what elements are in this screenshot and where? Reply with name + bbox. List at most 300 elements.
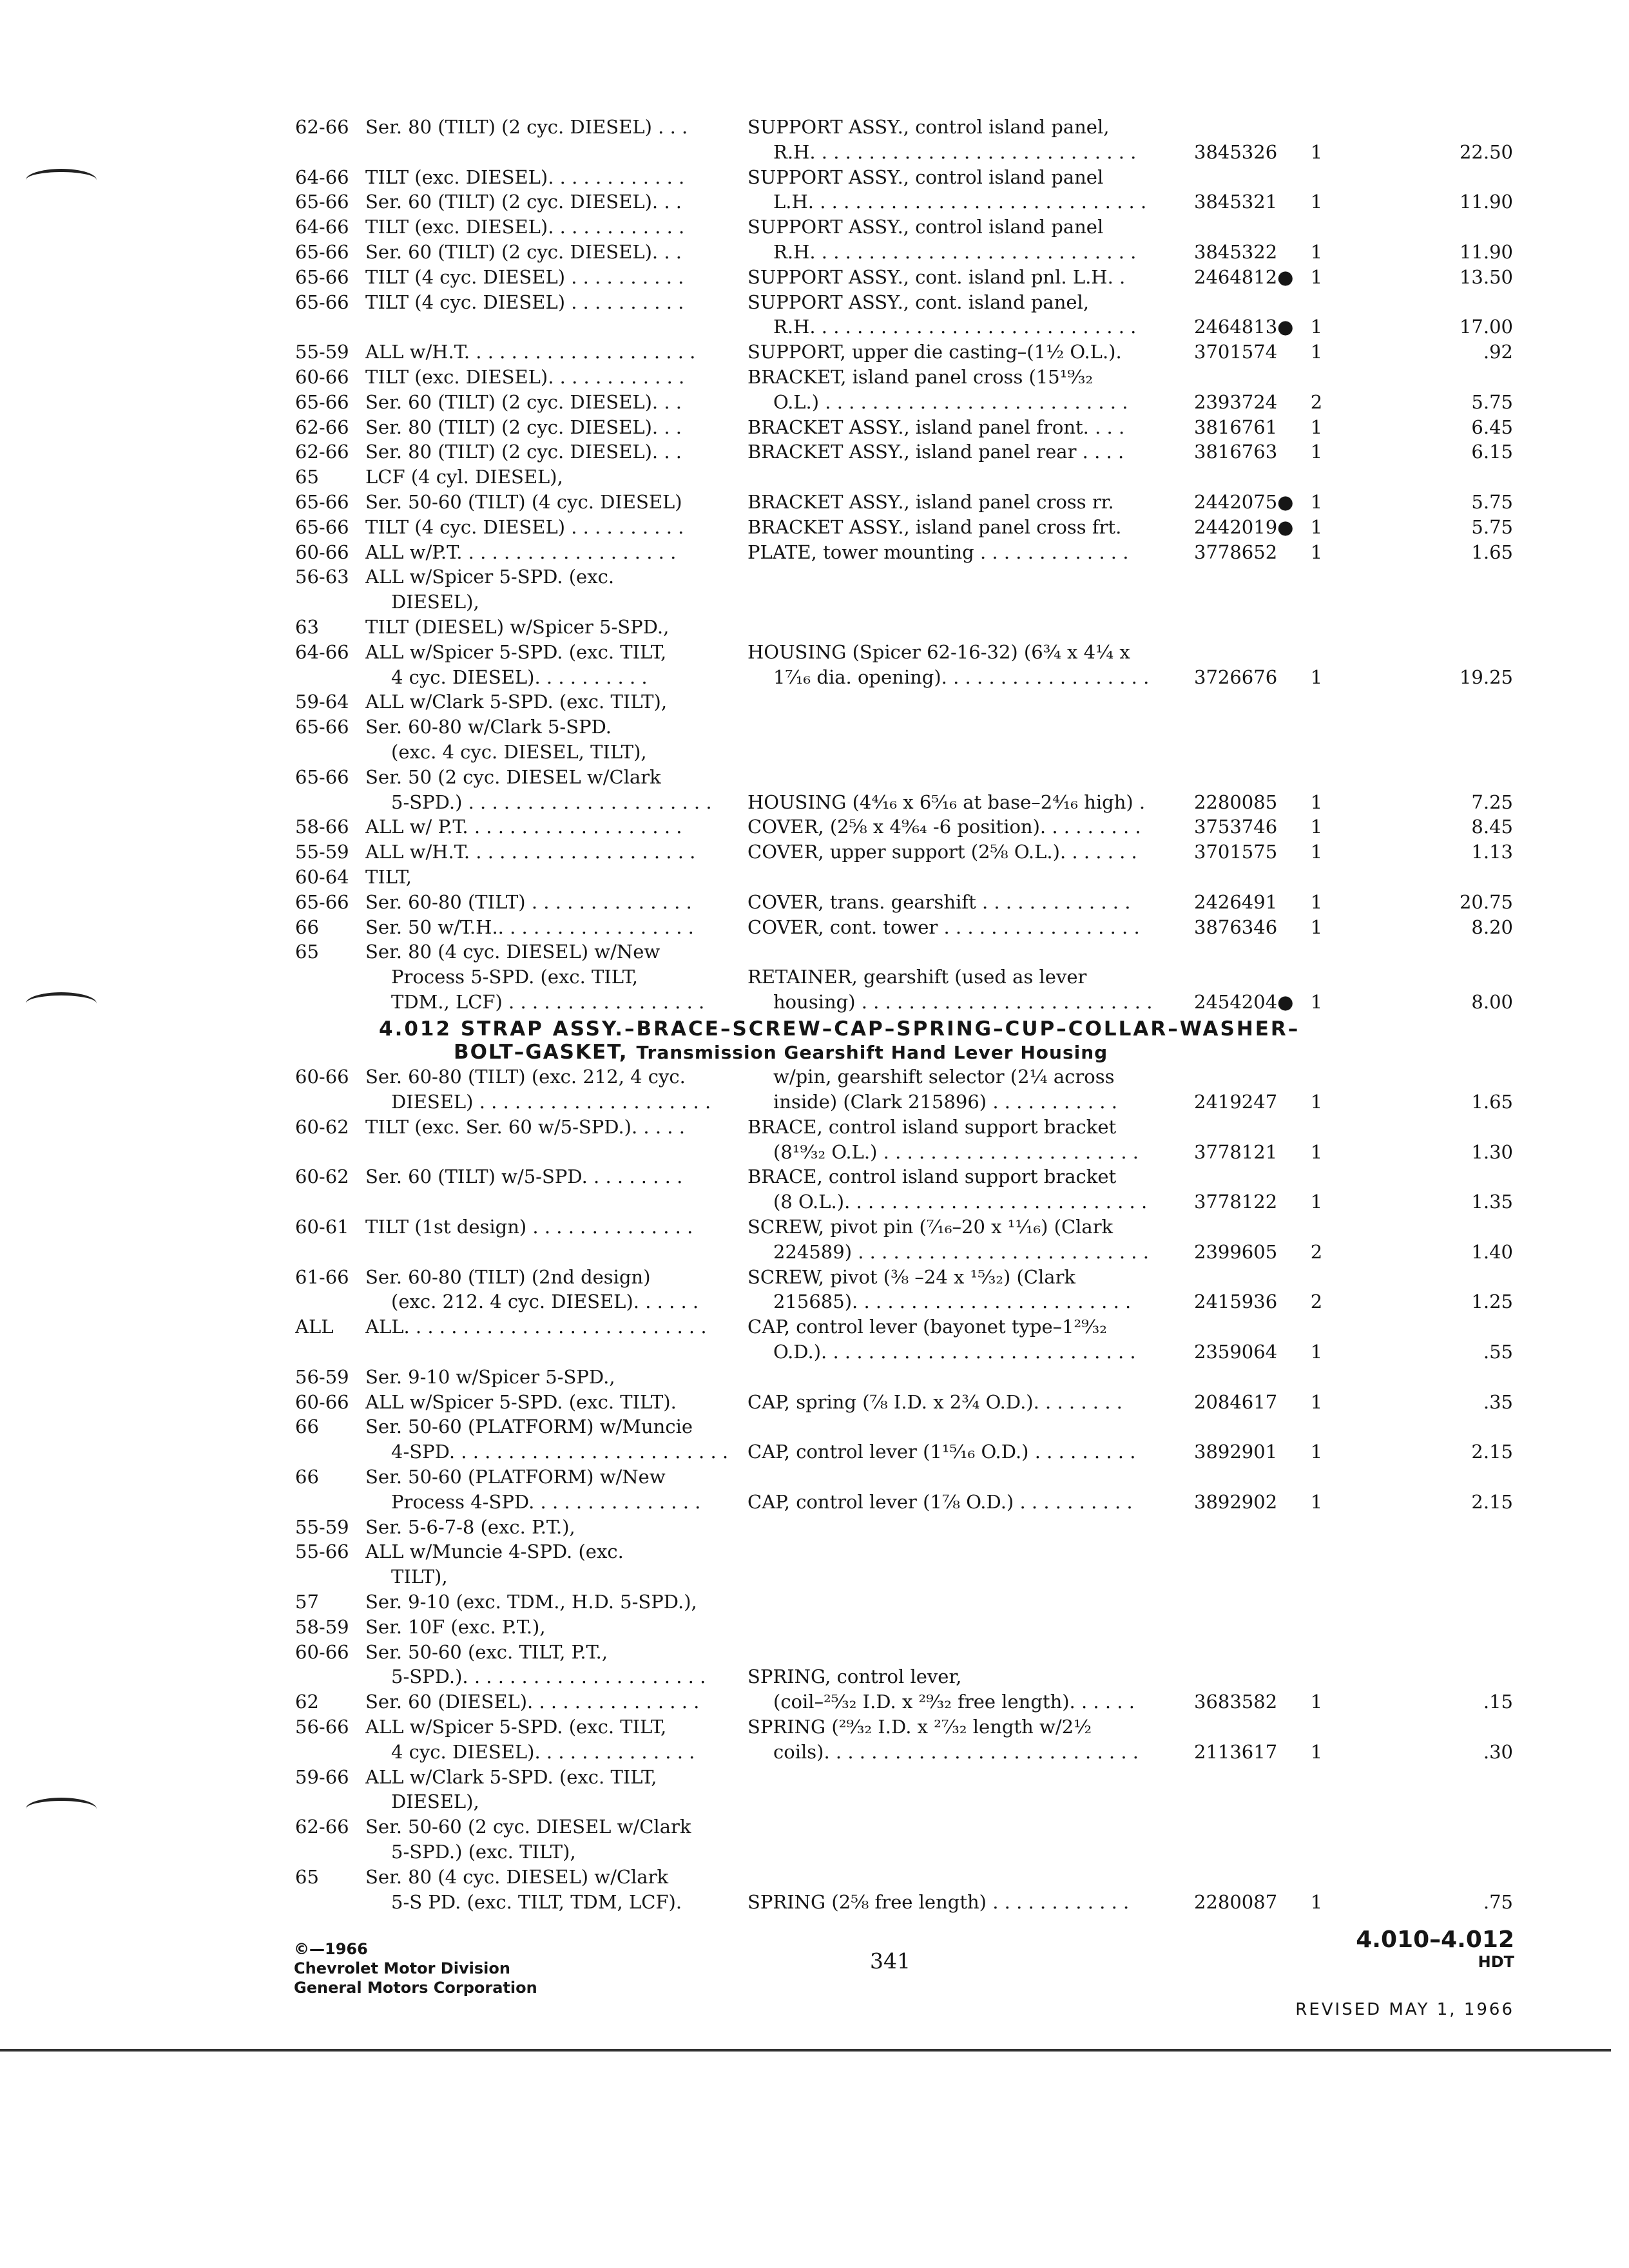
quantity: 1 <box>1310 265 1323 288</box>
parts-row <box>295 1164 1519 1189</box>
application: 4 cyc. DIESEL). . . . . . . . . . . . . . <box>391 1740 695 1763</box>
application: Ser. 50-60 (exc. TILT, P.T., <box>365 1640 608 1663</box>
parts-row <box>295 990 1519 1015</box>
quantity: 1 <box>1310 1691 1323 1713</box>
quantity: 1 <box>1310 666 1323 688</box>
part-number: 2280087 <box>1194 1890 1278 1913</box>
part-number: 3701574 <box>1194 341 1278 363</box>
parts-row <box>295 165 1519 190</box>
parts-row <box>295 1414 1519 1439</box>
part-description: BRACKET ASSY., island panel rear . . . . <box>747 441 1124 463</box>
price: 6.15 <box>1471 441 1513 463</box>
application: TILT (DIESEL) w/Spicer 5-SPD., <box>365 615 670 638</box>
year-range: 55-66 <box>295 1541 349 1563</box>
application: Process 5-SPD. (exc. TILT, <box>391 966 639 988</box>
year-range: 64-66 <box>295 640 349 663</box>
parts-row <box>295 1664 1519 1689</box>
parts-row <box>295 1539 1519 1564</box>
year-range: 63 <box>295 615 319 638</box>
part-description: SPRING, control lever, <box>747 1666 962 1688</box>
application: (exc. 212. 4 cyc. DIESEL). . . . . . <box>391 1291 699 1313</box>
part-description: CAP, control lever (1¹⁵⁄₁₆ O.D.) . . . . . . . . . <box>747 1441 1136 1463</box>
part-description: CAP, spring (⅞ I.D. x 2¾ O.D.). . . . . . . . <box>747 1390 1123 1413</box>
application: 5-SPD.). . . . . . . . . . . . . . . . . . . . . <box>391 1666 706 1688</box>
price: 1.65 <box>1471 541 1513 563</box>
part-number: 2393724 <box>1194 390 1278 413</box>
application: Process 4-SPD. . . . . . . . . . . . . . . <box>391 1490 701 1513</box>
parts-row <box>295 1715 1519 1740</box>
parts-row <box>295 1314 1519 1340</box>
quantity: 1 <box>1310 240 1323 263</box>
application: Ser. 80 (TILT) (2 cyc. DIESEL) . . . <box>365 116 688 138</box>
year-range: 65-66 <box>295 890 349 913</box>
parts-row <box>295 1615 1519 1640</box>
parts-row <box>295 290 1519 315</box>
parts-row <box>295 365 1519 390</box>
application: TILT (exc. DIESEL). . . . . . . . . . . . <box>365 365 685 388</box>
quantity: 2 <box>1310 390 1323 413</box>
parts-row <box>295 1215 1519 1240</box>
part-description: BRACE, control island support bracket <box>747 1115 1117 1138</box>
part-description: L.H. . . . . . . . . . . . . . . . . . . . . . . . . . . . . <box>773 191 1147 213</box>
part-description: HOUSING (4⁴⁄₁₆ x 6⁵⁄₁₆ at base–2⁴⁄₁₆ high) . <box>747 791 1146 813</box>
year-range: 65-66 <box>295 490 349 513</box>
year-range: 60-61 <box>295 1216 349 1238</box>
part-description: COVER, trans. gearshift . . . . . . . . . . . . . <box>747 890 1131 913</box>
price: 2.15 <box>1471 1441 1513 1463</box>
part-description: RETAINER, gearshift (used as lever <box>747 966 1087 988</box>
parts-row <box>295 1689 1519 1715</box>
part-number: 3892902 <box>1194 1490 1278 1513</box>
application: Ser. 50-60 (TILT) (4 cyc. DIESEL) <box>365 490 682 513</box>
parts-row <box>295 1189 1519 1215</box>
price: 1.13 <box>1471 841 1513 863</box>
quantity: 1 <box>1310 1191 1323 1213</box>
parts-row <box>295 1140 1519 1165</box>
application: Ser. 5-6-7-8 (exc. P.T.), <box>365 1515 575 1538</box>
part-number: 2399605 <box>1194 1240 1278 1263</box>
parts-row <box>295 340 1519 365</box>
application: Ser. 60 (DIESEL). . . . . . . . . . . . . . . <box>365 1691 700 1713</box>
part-number: 2442075● <box>1194 490 1294 513</box>
section-heading-line1: 4.012 STRAP ASSY.–BRACE–SCREW–CAP–SPRING–CUP–COLLAR–WASHER– <box>379 1017 1300 1041</box>
parts-row <box>295 265 1519 290</box>
year-range: 57 <box>295 1591 319 1613</box>
parts-row <box>295 490 1519 515</box>
year-range: 58-59 <box>295 1615 349 1638</box>
year-range: 55-59 <box>295 841 349 863</box>
application: DIESEL), <box>391 591 479 613</box>
application: ALL w/Spicer 5-SPD. (exc. TILT). <box>365 1390 677 1413</box>
parts-row <box>295 1740 1519 1765</box>
application: Ser. 80 (4 cyc. DIESEL) w/New <box>365 941 660 963</box>
quantity: 1 <box>1310 140 1323 163</box>
parts-row <box>295 939 1519 965</box>
parts-row <box>295 1814 1519 1840</box>
parts-row <box>295 814 1519 840</box>
parts-row <box>295 240 1519 265</box>
parts-row <box>295 1240 1519 1265</box>
part-number: 2419247 <box>1194 1091 1278 1113</box>
part-description: R.H. . . . . . . . . . . . . . . . . . . . . . . . . . . . <box>773 240 1137 263</box>
parts-row <box>295 840 1519 865</box>
parts-row <box>295 1590 1519 1615</box>
quantity: 1 <box>1310 816 1323 838</box>
section-heading-parts: BOLT–GASKET, <box>454 1040 628 1064</box>
application: Ser. 80 (TILT) (2 cyc. DIESEL). . . <box>365 416 682 438</box>
quantity: 1 <box>1310 191 1323 213</box>
year-range: 65-66 <box>295 265 349 288</box>
application: ALL w/ P.T. . . . . . . . . . . . . . . . . . . <box>365 816 682 838</box>
parts-row <box>295 665 1519 690</box>
year-range: 58-66 <box>295 816 349 838</box>
footer-publisher <box>294 1939 537 1997</box>
quantity: 1 <box>1310 1441 1323 1463</box>
parts-row <box>295 1865 1519 1890</box>
year-range: 56-63 <box>295 566 349 588</box>
parts-row <box>295 1115 1519 1140</box>
application: ALL w/Muncie 4-SPD. (exc. <box>365 1541 624 1563</box>
year-range: 66 <box>295 1416 319 1438</box>
series-code: HDT <box>1478 1953 1514 1971</box>
part-number: 2464812● <box>1194 265 1294 288</box>
part-description: HOUSING (Spicer 62-16-32) (6¾ x 4¼ x <box>747 640 1130 663</box>
application: (exc. 4 cyc. DIESEL, TILT), <box>391 740 647 763</box>
part-number: 3845326 <box>1194 140 1278 163</box>
year-range: 64-66 <box>295 216 349 238</box>
application: TILT (4 cyc. DIESEL) . . . . . . . . . . <box>365 265 684 288</box>
year-range: 60-64 <box>295 865 349 888</box>
year-range: 65-66 <box>295 291 349 313</box>
application: Ser. 50-60 (PLATFORM) w/New <box>365 1466 666 1488</box>
part-description: SUPPORT ASSY., control island panel <box>747 216 1104 238</box>
revised-date: REVISED MAY 1, 1966 <box>1295 2000 1514 2019</box>
part-number: 3816763 <box>1194 441 1278 463</box>
parts-row <box>295 615 1519 640</box>
part-number: 3753746 <box>1194 816 1278 838</box>
application: TILT (exc. Ser. 60 w/5-SPD.). . . . . <box>365 1115 685 1138</box>
application: 5-S PD. (exc. TILT, TDM, LCF). <box>391 1890 682 1913</box>
application: Ser. 50-60 (PLATFORM) w/Muncie <box>365 1416 693 1438</box>
part-description: (8¹⁹⁄₃₂ O.L.) . . . . . . . . . . . . . . . . . . . . . . <box>773 1140 1139 1163</box>
part-description: COVER, cont. tower . . . . . . . . . . . . . . . . . <box>747 916 1140 938</box>
page-number: 341 <box>870 1948 911 1974</box>
parts-row <box>295 1365 1519 1390</box>
application: Ser. 9-10 w/Spicer 5-SPD., <box>365 1365 615 1388</box>
part-description: SUPPORT ASSY., control island panel, <box>747 116 1110 138</box>
part-description: COVER, upper support (2⅝ O.L.). . . . . . . <box>747 841 1137 863</box>
application: Ser. 80 (4 cyc. DIESEL) w/Clark <box>365 1865 669 1888</box>
quantity: 1 <box>1310 791 1323 813</box>
parts-row <box>295 740 1519 765</box>
parts-row <box>295 1340 1519 1365</box>
application: Ser. 50-60 (2 cyc. DIESEL w/Clark <box>365 1816 691 1838</box>
price: 1.25 <box>1471 1291 1513 1313</box>
part-number: 2415936 <box>1194 1291 1278 1313</box>
part-description: SUPPORT ASSY., control island panel <box>747 166 1104 188</box>
part-number: 3845321 <box>1194 191 1278 213</box>
part-description: 224589) . . . . . . . . . . . . . . . . . . . . . . . . . <box>773 1240 1149 1263</box>
quantity: 1 <box>1310 841 1323 863</box>
price: 6.45 <box>1471 416 1513 438</box>
footer-corporation: General Motors Corporation <box>294 1979 537 1997</box>
part-description: inside) (Clark 215896) . . . . . . . . . . . <box>773 1091 1117 1113</box>
year-range: 65-66 <box>295 240 349 263</box>
parts-row <box>295 314 1519 340</box>
application: ALL w/Spicer 5-SPD. (exc. TILT, <box>365 1716 667 1738</box>
year-range: 60-66 <box>295 1390 349 1413</box>
year-range: 65-66 <box>295 515 349 538</box>
application: ALL w/Clark 5-SPD. (exc. TILT, <box>365 1765 657 1788</box>
quantity: 1 <box>1310 341 1323 363</box>
application: 5-SPD.) . . . . . . . . . . . . . . . . . . . . . <box>391 791 712 813</box>
price: .92 <box>1483 341 1513 363</box>
application: Ser. 80 (TILT) (2 cyc. DIESEL). . . <box>365 441 682 463</box>
application: TILT (4 cyc. DIESEL) . . . . . . . . . . <box>365 515 684 538</box>
year-range: ALL <box>295 1316 334 1338</box>
part-number: 2442019● <box>1194 515 1294 538</box>
application: ALL w/Spicer 5-SPD. (exc. <box>365 566 615 588</box>
parts-row <box>295 1265 1519 1290</box>
parts-row <box>295 965 1519 990</box>
price: 11.90 <box>1459 191 1513 213</box>
parts-row <box>295 1090 1519 1115</box>
part-description: (coil–²⁵⁄₃₂ I.D. x ²⁹⁄₃₂ free length). . . . . . <box>773 1691 1135 1713</box>
application: Ser. 60 (TILT) w/5-SPD. . . . . . . . . <box>365 1166 683 1188</box>
price: .75 <box>1483 1890 1513 1913</box>
parts-row <box>295 640 1519 665</box>
parts-row <box>295 140 1519 165</box>
price: 2.15 <box>1471 1490 1513 1513</box>
part-description: COVER, (2⅝ x 4⁹⁄₆₄ -6 position). . . . . . . . . <box>747 816 1141 838</box>
year-range: 62-66 <box>295 441 349 463</box>
price: 8.20 <box>1471 916 1513 938</box>
application: Ser. 60 (TILT) (2 cyc. DIESEL). . . <box>365 191 682 213</box>
parts-table-section-4-012 <box>295 1064 1519 1914</box>
parts-row <box>295 790 1519 815</box>
parts-row <box>295 689 1519 715</box>
application: TDM., LCF) . . . . . . . . . . . . . . . . . <box>391 990 705 1013</box>
application: TILT (exc. DIESEL). . . . . . . . . . . . <box>365 166 685 188</box>
quantity: 1 <box>1310 1890 1323 1913</box>
price: 1.65 <box>1471 1091 1513 1113</box>
price: 17.00 <box>1459 316 1513 338</box>
part-description: CAP, control lever (1⅞ O.D.) . . . . . . . . . . <box>747 1490 1133 1513</box>
part-description: (8 O.L.). . . . . . . . . . . . . . . . . . . . . . . . . . <box>773 1191 1148 1213</box>
year-range: 65 <box>295 1865 319 1888</box>
part-description: SCREW, pivot pin (⁷⁄₁₆–20 x ¹¹⁄₁₆) (Clark <box>747 1216 1113 1238</box>
price: 11.90 <box>1459 240 1513 263</box>
parts-row <box>295 1289 1519 1314</box>
part-description: w/pin, gearshift selector (2¼ across <box>773 1066 1115 1088</box>
year-range: 62 <box>295 1691 319 1713</box>
price: 1.30 <box>1471 1140 1513 1163</box>
parts-row <box>295 865 1519 890</box>
part-description: BRACE, control island support bracket <box>747 1166 1117 1188</box>
quantity: 2 <box>1310 1240 1323 1263</box>
part-description: SCREW, pivot (⅜ –24 x ¹⁵⁄₃₂) (Clark <box>747 1265 1076 1288</box>
year-range: 61-66 <box>295 1265 349 1288</box>
application: ALL w/H.T. . . . . . . . . . . . . . . . . . . . <box>365 341 696 363</box>
part-description: SPRING (2⅝ free length) . . . . . . . . . . . . <box>747 1890 1130 1913</box>
quantity: 1 <box>1310 1490 1323 1513</box>
price: 19.25 <box>1459 666 1513 688</box>
quantity: 1 <box>1310 490 1323 513</box>
application: TILT (1st design) . . . . . . . . . . . . . . <box>365 1216 693 1238</box>
application: TILT, <box>365 865 412 888</box>
part-number: 2359064 <box>1194 1341 1278 1363</box>
price: 1.35 <box>1471 1191 1513 1213</box>
year-range: 65 <box>295 466 319 488</box>
application: Ser. 60-80 w/Clark 5-SPD. <box>365 716 612 738</box>
punch-hole-mark <box>26 1798 97 1820</box>
parts-row <box>295 1515 1519 1540</box>
quantity: 1 <box>1310 541 1323 563</box>
quantity: 1 <box>1310 1390 1323 1413</box>
application: ALL w/H.T. . . . . . . . . . . . . . . . . . . . <box>365 841 696 863</box>
price: 8.45 <box>1471 816 1513 838</box>
year-range: 59-64 <box>295 691 349 713</box>
section-heading <box>295 1015 1519 1065</box>
parts-row <box>295 1765 1519 1790</box>
part-description: 215685). . . . . . . . . . . . . . . . . . . . . . . . <box>773 1291 1132 1313</box>
parts-row <box>295 564 1519 590</box>
footer-copyright: ©—1966 <box>294 1940 368 1958</box>
year-range: 60-66 <box>295 365 349 388</box>
parts-row <box>295 390 1519 415</box>
quantity: 1 <box>1310 441 1323 463</box>
year-range: 55-59 <box>295 1515 349 1538</box>
year-range: 65-66 <box>295 716 349 738</box>
part-description: BRACKET ASSY., island panel cross rr. <box>747 490 1114 513</box>
quantity: 1 <box>1310 1341 1323 1363</box>
part-description: BRACKET ASSY., island panel cross frt. <box>747 515 1122 538</box>
application: Ser. 60 (TILT) (2 cyc. DIESEL). . . <box>365 240 682 263</box>
price: .15 <box>1483 1691 1513 1713</box>
application: DIESEL), <box>391 1791 479 1813</box>
year-range: 65-66 <box>295 765 349 788</box>
part-number: 3845322 <box>1194 240 1278 263</box>
quantity: 1 <box>1310 416 1323 438</box>
year-range: 62-66 <box>295 116 349 138</box>
year-range: 65-66 <box>295 390 349 413</box>
parts-row <box>295 1564 1519 1590</box>
application: Ser. 60-80 (TILT) (exc. 212, 4 cyc. <box>365 1066 686 1088</box>
application: Ser. 9-10 (exc. TDM., H.D. 5-SPD.), <box>365 1591 697 1613</box>
parts-row <box>295 765 1519 790</box>
part-number: 3778652 <box>1194 541 1278 563</box>
application: Ser. 60-80 (TILT) . . . . . . . . . . . . . . <box>365 890 692 913</box>
year-range: 59-66 <box>295 1765 349 1788</box>
price: .30 <box>1483 1740 1513 1763</box>
section-heading-subtitle: Transmission Gearshift Hand Lever Housing <box>636 1041 1108 1063</box>
price: 13.50 <box>1459 265 1513 288</box>
part-description: PLATE, tower mounting . . . . . . . . . . . . . <box>747 541 1129 563</box>
part-number: 3892901 <box>1194 1441 1278 1463</box>
quantity: 1 <box>1310 1091 1323 1113</box>
bottom-rule <box>0 2049 1611 2052</box>
part-number: 3778122 <box>1194 1191 1278 1213</box>
part-description: R.H. . . . . . . . . . . . . . . . . . . . . . . . . . . . <box>773 140 1137 163</box>
application: ALL w/Clark 5-SPD. (exc. TILT), <box>365 691 668 713</box>
parts-row <box>295 590 1519 615</box>
price: .55 <box>1483 1341 1513 1363</box>
parts-row <box>295 540 1519 565</box>
quantity: 1 <box>1310 1140 1323 1163</box>
parts-row <box>295 1490 1519 1515</box>
parts-row <box>295 415 1519 440</box>
part-number: 3683582 <box>1194 1691 1278 1713</box>
price: 1.40 <box>1471 1240 1513 1263</box>
part-description: SUPPORT, upper die casting–(1½ O.L.). <box>747 341 1122 363</box>
part-number: 3876346 <box>1194 916 1278 938</box>
part-description: O.D.). . . . . . . . . . . . . . . . . . . . . . . . . . . <box>773 1341 1136 1363</box>
application: 5-SPD.) (exc. TILT), <box>391 1840 576 1863</box>
year-range: 62-66 <box>295 1816 349 1838</box>
parts-row <box>295 1640 1519 1665</box>
part-description: O.L.) . . . . . . . . . . . . . . . . . . . . . . . . . . <box>773 390 1128 413</box>
application: DIESEL) . . . . . . . . . . . . . . . . . . . . <box>391 1091 711 1113</box>
part-description: SUPPORT ASSY., cont. island pnl. L.H. . <box>747 265 1126 288</box>
part-number: 3778121 <box>1194 1140 1278 1163</box>
price: .35 <box>1483 1390 1513 1413</box>
quantity: 1 <box>1310 515 1323 538</box>
part-description: CAP, control lever (bayonet type–1²⁹⁄₃₂ <box>747 1316 1107 1338</box>
year-range: 65-66 <box>295 191 349 213</box>
part-description: BRACKET ASSY., island panel front. . . . <box>747 416 1125 438</box>
application: Ser. 10F (exc. P.T.), <box>365 1615 546 1638</box>
parts-row <box>295 465 1519 490</box>
year-range: 65 <box>295 941 319 963</box>
application: 4 cyc. DIESEL). . . . . . . . . . <box>391 666 648 688</box>
section-heading-line2 <box>454 1041 1108 1064</box>
part-number: 2464813● <box>1194 316 1294 338</box>
year-range: 62-66 <box>295 416 349 438</box>
application: Ser. 60-80 (TILT) (2nd design) <box>365 1265 651 1288</box>
part-number: 3701575 <box>1194 841 1278 863</box>
application: TILT (exc. DIESEL). . . . . . . . . . . . <box>365 216 685 238</box>
part-number: 2113617 <box>1194 1740 1278 1763</box>
application: TILT), <box>391 1566 448 1588</box>
part-number: 2280085 <box>1194 791 1278 813</box>
part-number: 2084617 <box>1194 1390 1278 1413</box>
year-range: 60-66 <box>295 1066 349 1088</box>
price: 20.75 <box>1459 890 1513 913</box>
quantity: 1 <box>1310 890 1323 913</box>
application: Ser. 60 (TILT) (2 cyc. DIESEL). . . <box>365 390 682 413</box>
section-code: 4.010–4.012 <box>1356 1927 1514 1953</box>
part-description: coils). . . . . . . . . . . . . . . . . . . . . . . . . . . <box>773 1740 1139 1763</box>
application: TILT (4 cyc. DIESEL) . . . . . . . . . . <box>365 291 684 313</box>
price: 5.75 <box>1471 490 1513 513</box>
application: Ser. 50 w/T.H.. . . . . . . . . . . . . . . . . <box>365 916 694 938</box>
parts-row <box>295 715 1519 740</box>
year-range: 66 <box>295 1466 319 1488</box>
part-description: R.H. . . . . . . . . . . . . . . . . . . . . . . . . . . . <box>773 316 1137 338</box>
parts-row <box>295 890 1519 915</box>
year-range: 60-62 <box>295 1115 349 1138</box>
price: 5.75 <box>1471 390 1513 413</box>
part-description: SPRING (²⁹⁄₃₂ I.D. x ²⁷⁄₃₂ length w/2½ <box>747 1716 1092 1738</box>
parts-row <box>295 215 1519 240</box>
parts-row <box>295 1390 1519 1415</box>
year-range: 55-59 <box>295 341 349 363</box>
part-number: 2426491 <box>1194 890 1278 913</box>
year-range: 64-66 <box>295 166 349 188</box>
year-range: 60-66 <box>295 1640 349 1663</box>
application: ALL. . . . . . . . . . . . . . . . . . . . . . . . . . <box>365 1316 707 1338</box>
part-number: 3726676 <box>1194 666 1278 688</box>
